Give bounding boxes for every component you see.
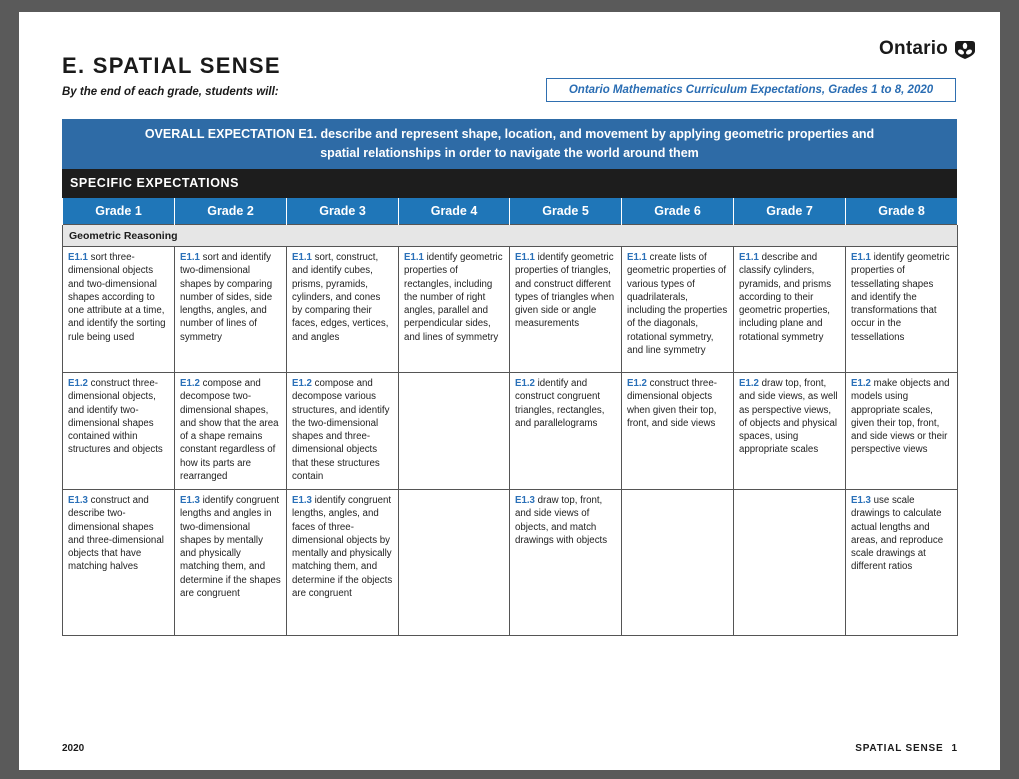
- curriculum-reference-box: Ontario Mathematics Curriculum Expectations, Grades 1 to 8, 2020: [546, 78, 956, 102]
- expectation-code: E1.3: [851, 495, 871, 506]
- expectation-code: E1.3: [515, 495, 535, 506]
- expectation-text: sort and identify two-dimensional shapes by comparing number of sides, side lengths, angles, and number of lines of symmetry: [180, 252, 273, 343]
- overall-expectation-line-1: OVERALL EXPECTATION E1. describe and represent shape, location, and movement by applying geometric properties and: [144, 127, 875, 141]
- expectation-code: E1.1: [292, 252, 312, 263]
- expectation-cell: [399, 247, 510, 373]
- table-row: [63, 490, 958, 636]
- expectation-text: identify geometric properties of rectangles, including the number of right angles, parallel and perpendicular sides, and lines of symmetry: [404, 252, 503, 343]
- document-page: [19, 12, 1000, 770]
- expectation-cell-empty: [734, 490, 846, 636]
- expectation-text: identify geometric properties of tessellating shapes and identify the transformations that occur in the tessellations: [851, 252, 950, 343]
- trillium-icon: [954, 38, 976, 60]
- strand-label: Geometric Reasoning: [63, 225, 958, 247]
- expectation-text: identify and construct congruent triangles, rectangles, and parallelograms: [515, 378, 605, 429]
- expectation-code: E1.2: [851, 378, 871, 389]
- expectation-text: identify geometric properties of triangles, and construct different types of triangles when given side or angle measurements: [515, 252, 615, 330]
- expectation-text: identify congruent lengths, angles, and faces of three-dimensional objects by mentally and physically matching them, and determine if the objects are congruent: [292, 495, 393, 600]
- expectation-cell: [510, 490, 622, 636]
- expectation-cell: [510, 247, 622, 373]
- expectation-code: E1.1: [515, 252, 535, 263]
- footer-section-title: SPATIAL SENSE: [855, 743, 944, 754]
- expectation-code: E1.2: [515, 378, 535, 389]
- expectation-cell: [287, 247, 399, 373]
- expectation-cell: [63, 490, 175, 636]
- expectation-cell: [734, 373, 846, 490]
- expectation-cell: [510, 373, 622, 490]
- expectation-text: create lists of geometric properties of various types of quadrilaterals, including the properties of the diagonals, rotational symmetry, and line symmetry: [627, 252, 728, 357]
- expectation-code: E1.2: [68, 378, 88, 389]
- expectation-cell-empty: [399, 490, 510, 636]
- strand-row: [63, 225, 958, 247]
- expectation-cell: [63, 373, 175, 490]
- grade-header-row: [63, 198, 958, 225]
- expectation-text: use scale drawings to calculate actual lengths and areas, and reproduce scale drawings at different ratios: [851, 495, 944, 573]
- expectation-code: E1.2: [180, 378, 200, 389]
- expectation-code: E1.1: [851, 252, 871, 263]
- expectation-cell-empty: [399, 373, 510, 490]
- expectation-text: compose and decompose two-dimensional shapes, and show that the area of a shape remains constant regardless of how its parts are rearranged: [180, 378, 279, 483]
- expectation-text: sort three-dimensional objects and two-dimensional shapes according to one attribute at a time, and identify the sorting rule being used: [68, 252, 166, 343]
- expectation-cell: [287, 490, 399, 636]
- expectation-code: E1.2: [627, 378, 647, 389]
- expectation-text: draw top, front, and side views of objects, and match drawings with objects: [515, 495, 608, 546]
- expectation-cell: [175, 247, 287, 373]
- expectation-code: E1.2: [292, 378, 312, 389]
- expectation-text: make objects and models using appropriate scales, given their top, front, and side views or their perspective views: [851, 378, 950, 456]
- expectation-code: E1.3: [292, 495, 312, 506]
- grade-header: Grade 4: [399, 198, 510, 225]
- grade-header: Grade 8: [846, 198, 958, 225]
- expectation-cell: [846, 247, 958, 373]
- overall-expectation-banner: [62, 119, 957, 169]
- expectation-code: E1.1: [68, 252, 88, 263]
- expectation-code: E1.1: [404, 252, 424, 263]
- grade-header: Grade 6: [622, 198, 734, 225]
- expectation-cell-empty: [622, 490, 734, 636]
- expectation-cell: [622, 247, 734, 373]
- expectations-table: [62, 198, 958, 636]
- expectation-text: sort, construct, and identify cubes, prisms, pyramids, cylinders, and cones by comparing their faces, edges, vertices, and angles: [292, 252, 389, 343]
- expectation-text: describe and classify cylinders, pyramids, and prisms according to their geometric properties, including plane and rotational symmetry: [739, 252, 832, 343]
- expectation-cell: [734, 247, 846, 373]
- expectation-code: E1.3: [68, 495, 88, 506]
- expectation-text: construct three-dimensional objects, and identify two-dimensional shapes contained within structures and objects: [68, 378, 163, 456]
- footer-year: 2020: [62, 743, 85, 754]
- expectation-code: E1.3: [180, 495, 200, 506]
- expectation-text: draw top, front, and side views, as well as perspective views, of objects and physical spaces, using appropriate scales: [739, 378, 838, 456]
- ontario-logo: [879, 38, 976, 60]
- expectation-code: E1.1: [627, 252, 647, 263]
- expectation-cell: [846, 373, 958, 490]
- specific-expectations-header: SPECIFIC EXPECTATIONS: [62, 169, 957, 198]
- expectation-text: identify congruent lengths and angles in two-dimensional shapes by mentally and physically matching them, and determine if the shapes are congruent: [180, 495, 281, 600]
- expectation-code: E1.2: [739, 378, 759, 389]
- expectation-cell: [287, 373, 399, 490]
- page-subtitle: By the end of each grade, students will:: [62, 86, 279, 98]
- grade-header: Grade 2: [175, 198, 287, 225]
- table-row: [63, 373, 958, 490]
- page-title: E. SPATIAL SENSE: [62, 53, 281, 78]
- expectation-code: E1.1: [739, 252, 759, 263]
- logo-text: Ontario: [879, 38, 948, 59]
- page-number: 1: [951, 743, 957, 754]
- expectation-text: construct and describe two-dimensional shapes and three-dimensional objects that have matching halves: [68, 495, 164, 573]
- expectation-cell: [846, 490, 958, 636]
- grade-header: Grade 7: [734, 198, 846, 225]
- grade-header: Grade 3: [287, 198, 399, 225]
- expectation-code: E1.1: [180, 252, 200, 263]
- expectation-cell: [175, 490, 287, 636]
- grade-header: Grade 1: [63, 198, 175, 225]
- footer-section: [855, 743, 957, 754]
- expectation-text: construct three-dimensional objects when given their top, front, and side views: [627, 378, 717, 429]
- grade-header: Grade 5: [510, 198, 622, 225]
- overall-expectation-line-2: spatial relationships in order to navigate the world around them: [320, 146, 699, 160]
- expectation-cell: [63, 247, 175, 373]
- expectation-text: compose and decompose various structures, and identify the two-dimensional shapes and three-dimensional objects that these structures contain: [292, 378, 390, 483]
- table-row: [63, 247, 958, 373]
- expectation-cell: [622, 373, 734, 490]
- expectation-cell: [175, 373, 287, 490]
